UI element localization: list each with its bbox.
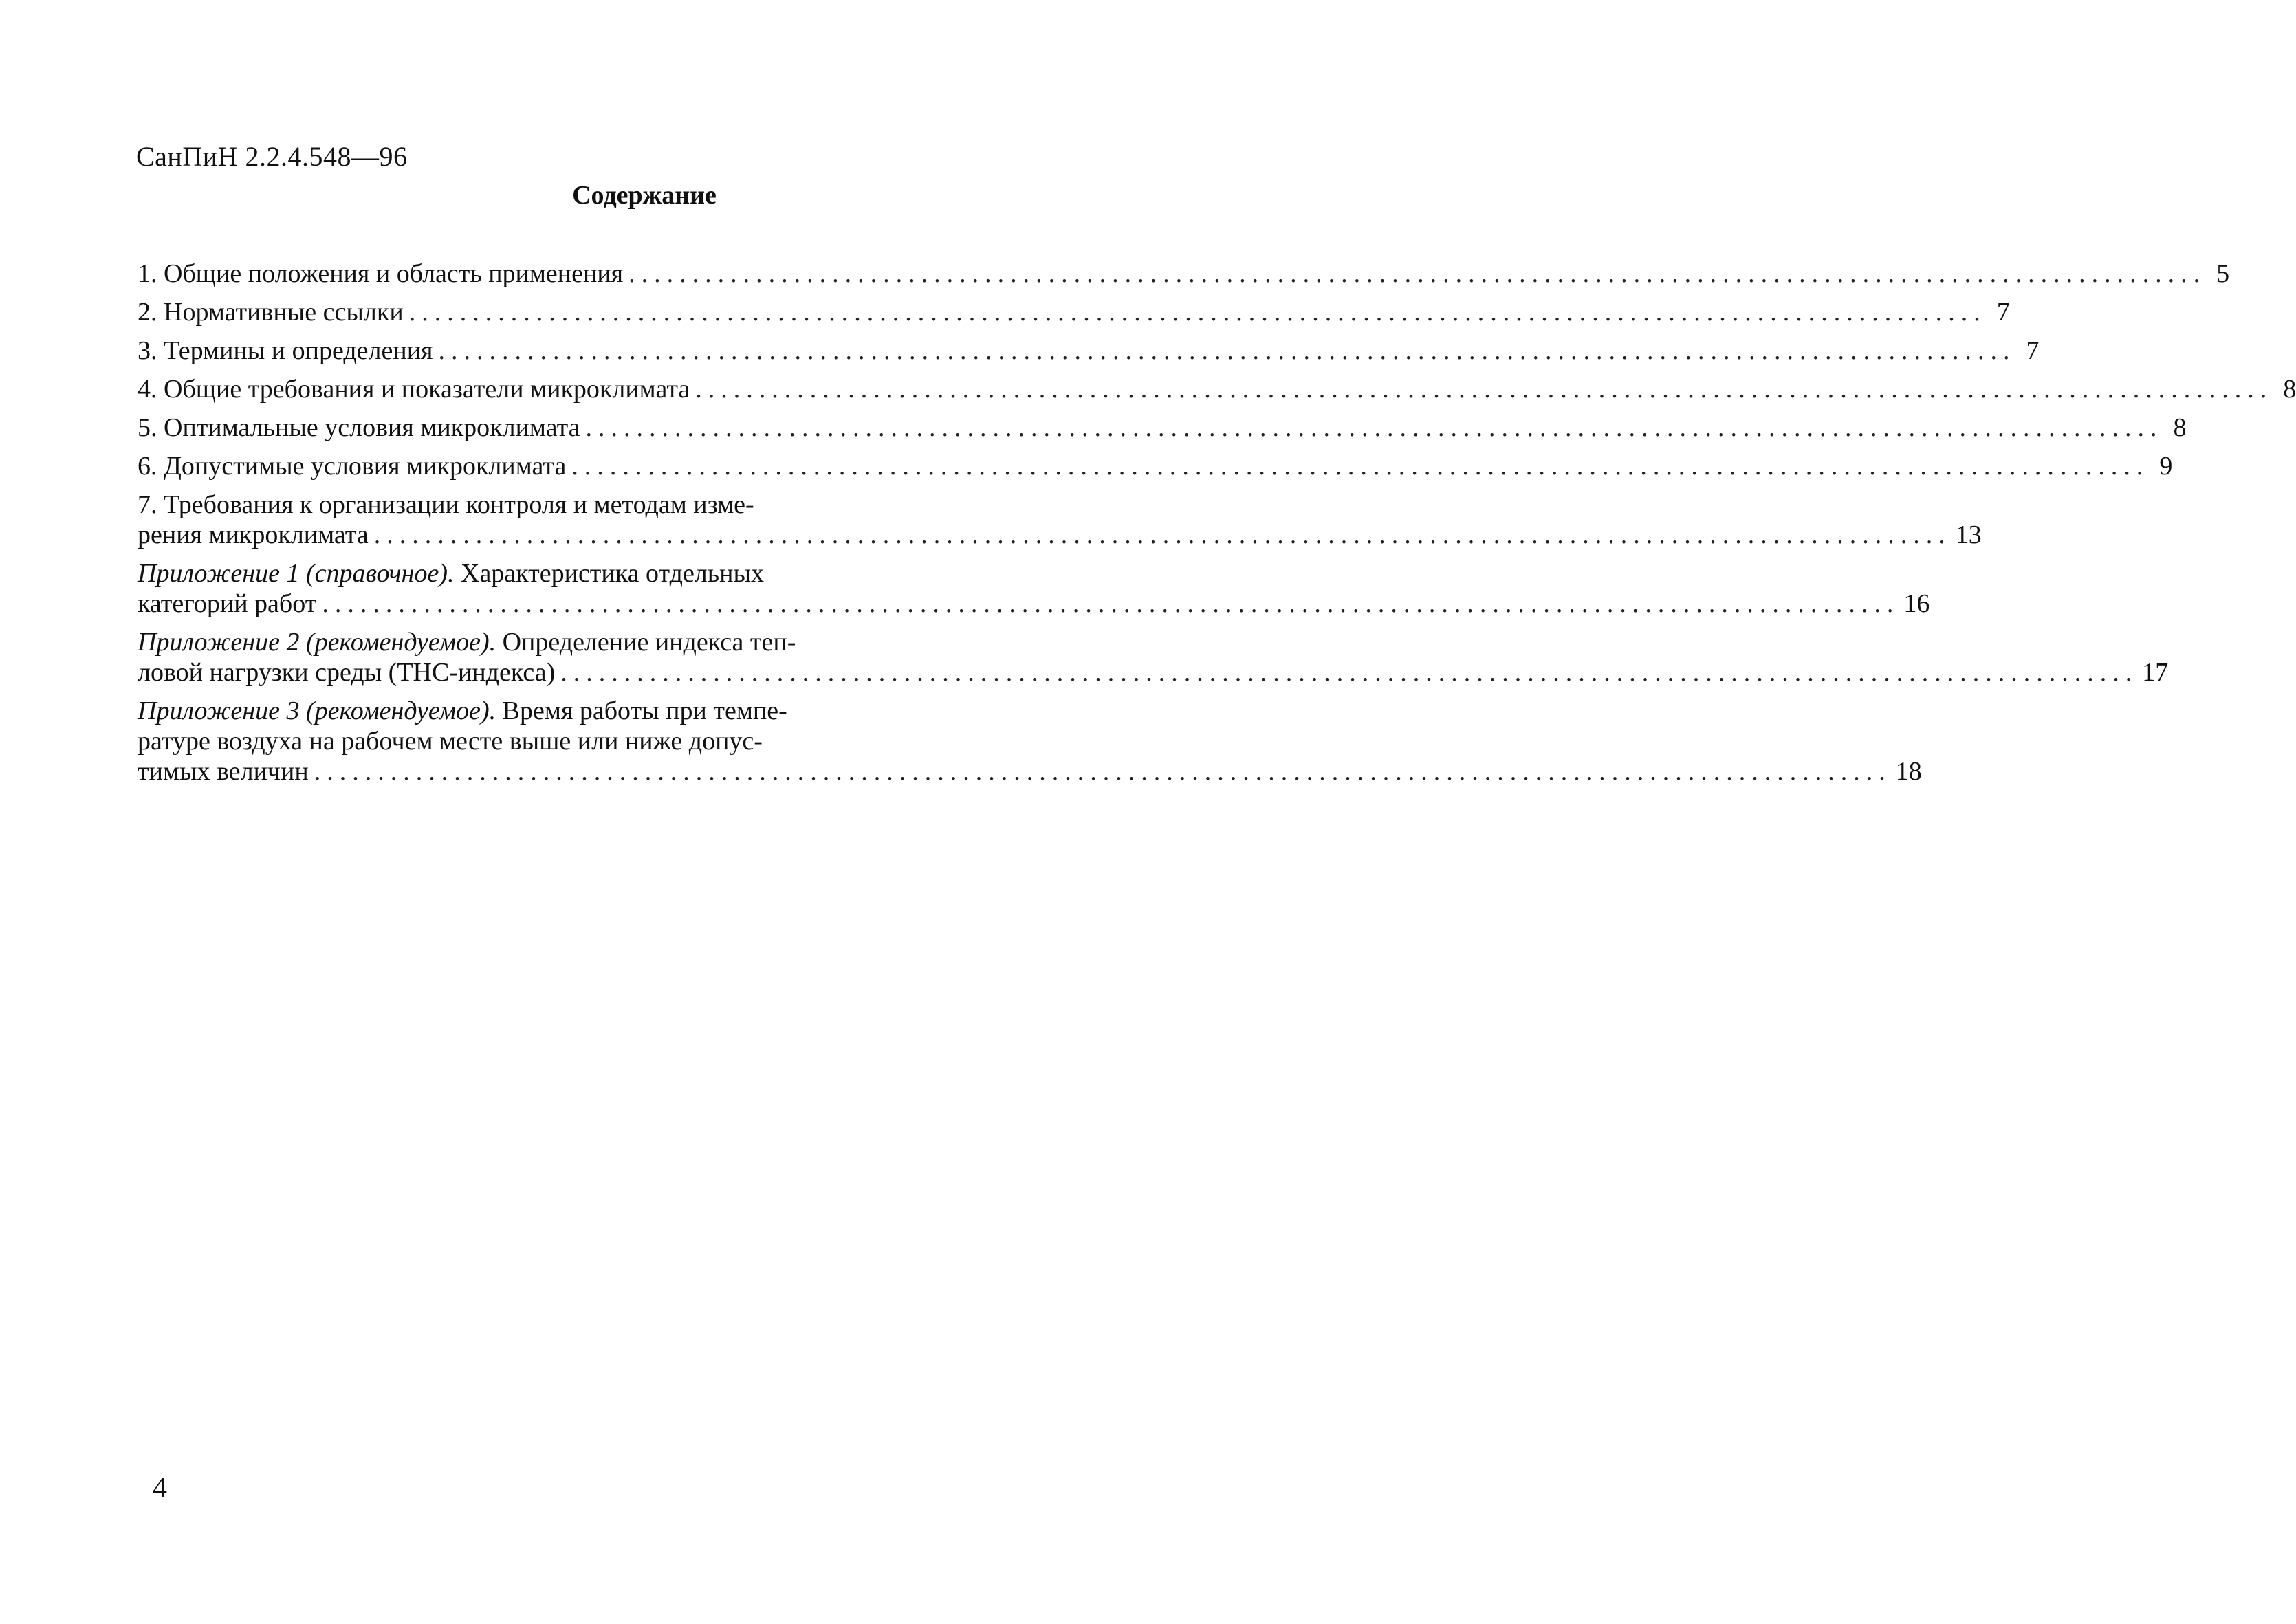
appendix-label: Приложение 2 (рекомендуемое). [138, 628, 496, 657]
toc-entry-heading [138, 696, 990, 726]
dot-leader: ............................................................................................................................ [408, 298, 1987, 327]
toc-entry-text: 3. Термины и определения [138, 336, 433, 365]
toc-entry-page: 8 [2283, 375, 2296, 404]
toc-entry-7 [138, 490, 1982, 550]
toc-entry-6 [138, 451, 2173, 481]
toc-entry-page: 7 [2026, 336, 2040, 365]
toc-entry-text: ловой нагрузки среды (ТНС-индекса) [138, 658, 556, 687]
table-of-contents [138, 259, 2296, 787]
dot-leader: ............................................................................................................................ [571, 452, 2150, 481]
toc-entry-page: 13 [1955, 520, 1982, 549]
toc-entry-4 [138, 374, 2296, 404]
appendix-label: Приложение 1 (справочное). [138, 559, 455, 588]
toc-entry-text: 6. Допустимые условия микроклимата [138, 452, 567, 481]
dot-leader: ............................................................................................................................ [628, 259, 2207, 288]
toc-entry-text: рения микроклимата [138, 520, 369, 549]
toc-entry-page: 5 [2216, 259, 2230, 288]
dot-leader: ............................................................................................................................ [314, 757, 1892, 786]
toc-entry-text: 2. Нормативные ссылки [138, 298, 404, 327]
toc-entry-heading [138, 558, 990, 589]
dot-leader: ............................................................................................................................ [585, 413, 2163, 442]
toc-entry-3 [138, 336, 2040, 366]
toc-entry-5 [138, 413, 2187, 443]
toc-entry-page: 18 [1895, 757, 1922, 786]
page-number: 4 [153, 1472, 167, 1504]
document-code: СанПиН 2.2.4.548—96 [136, 141, 408, 172]
toc-entry-page: 17 [2142, 658, 2169, 687]
dot-leader: ............................................................................................................................ [438, 336, 2016, 365]
toc-entry-heading: 7. Требования к организации контроля и методам изме- [138, 490, 754, 519]
toc-entry-page: 9 [2159, 452, 2173, 481]
dot-leader: ............................................................................................................................ [373, 520, 1951, 549]
toc-entry-text: тимых величин [138, 757, 309, 786]
toc-title: Содержание [572, 181, 717, 210]
appendix-title: Определение индекса теп- [496, 628, 796, 657]
toc-entry-page: 16 [1903, 589, 1930, 618]
toc-entry-1 [138, 259, 2230, 289]
toc-entry-page: 8 [2173, 413, 2187, 442]
toc-entry-heading [138, 627, 990, 657]
dot-leader: ............................................................................................................................ [695, 375, 2273, 404]
appendix-title: Характеристика отдельных [454, 559, 764, 588]
toc-entry-text: категорий работ [138, 589, 317, 618]
dot-leader: ............................................................................................................................ [560, 658, 2139, 687]
appendix-title: Время работы при темпе- [496, 696, 787, 725]
toc-entry-heading-continued: ратуре воздуха на рабочем месте выше или ниже допус- [138, 727, 763, 756]
appendix-label: Приложение 3 (рекомендуемое). [138, 696, 496, 725]
toc-entry-text: 1. Общие положения и область применения [138, 259, 624, 288]
toc-entry-2 [138, 297, 2010, 327]
toc-entry-appendix-3 [138, 696, 1922, 787]
toc-entry-appendix-1 [138, 558, 1930, 619]
toc-entry-text: 5. Оптимальные условия микроклимата [138, 413, 580, 442]
dot-leader: ............................................................................................................................ [322, 589, 1900, 618]
toc-entry-page: 7 [1996, 298, 2010, 327]
toc-entry-text: 4. Общие требования и показатели микроклимата [138, 375, 690, 404]
toc-entry-appendix-2 [138, 627, 2169, 688]
